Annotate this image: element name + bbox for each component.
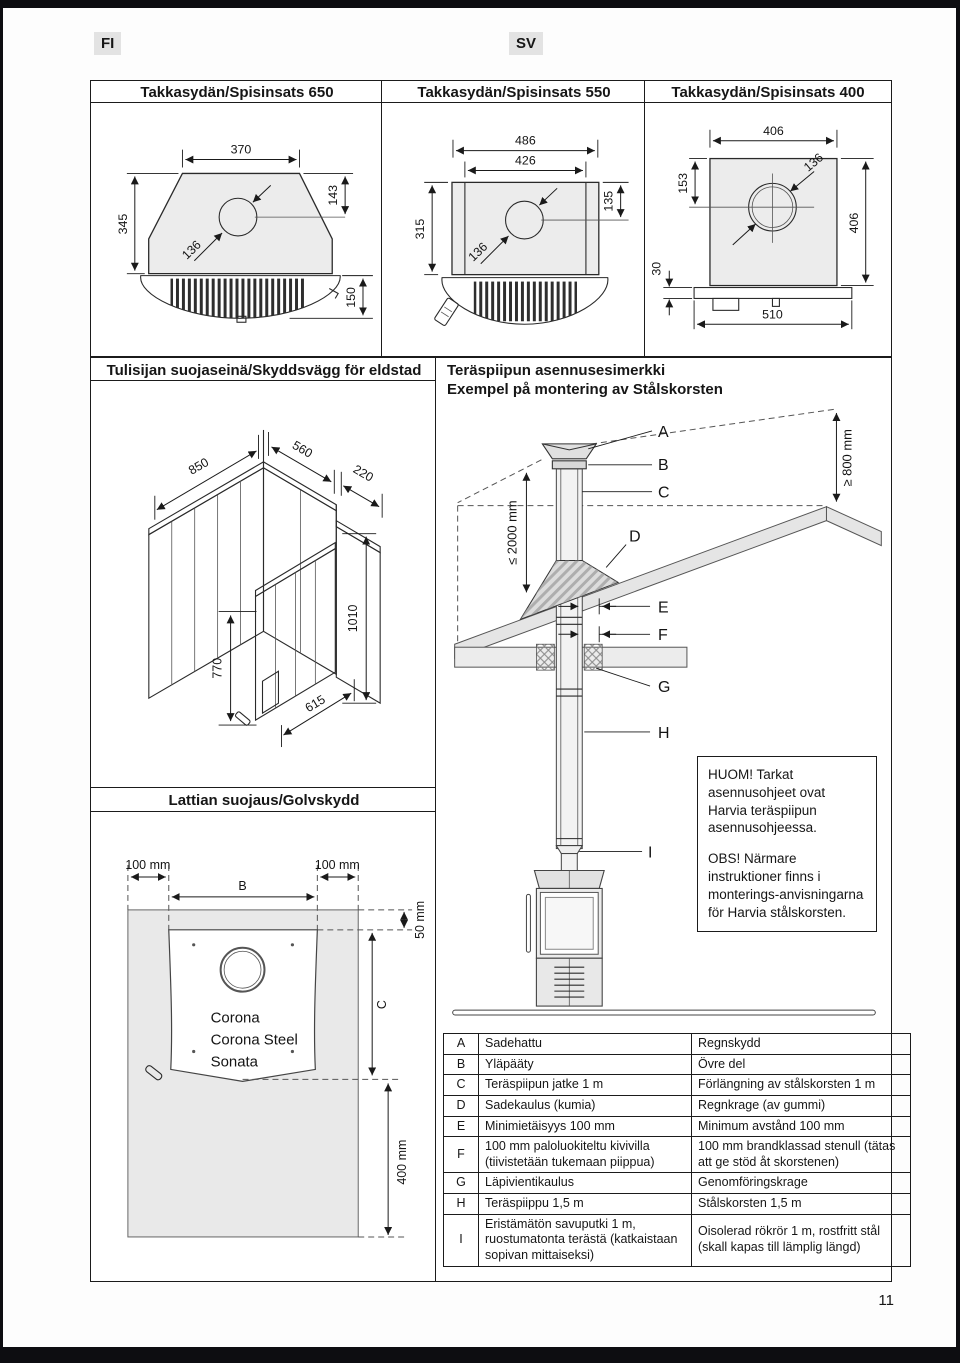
dim-650-front-height: 150 (344, 287, 359, 308)
label-c: C (658, 484, 670, 502)
right-black-edge (956, 0, 960, 1363)
part-fi: Läpivientikaulus (479, 1173, 692, 1194)
drawing-chimney-installation (436, 403, 889, 1031)
dim-550-outer-width: 486 (515, 133, 536, 148)
insert-400-base-plate (694, 288, 852, 299)
table-row (444, 1214, 911, 1266)
table-row (444, 1194, 911, 1215)
stove-model-1: Corona (210, 1009, 260, 1027)
insert-400-foot-box (713, 298, 739, 310)
label-e: E (658, 599, 669, 617)
part-key: B (444, 1054, 479, 1075)
part-sv: Minimum avstånd 100 mm (692, 1116, 911, 1137)
section-title-insert-400: Takkasydän/Spisinsats 400 (644, 80, 892, 105)
insert-400-knob (772, 298, 779, 306)
dim-400-top-width: 406 (763, 123, 784, 138)
dim-400-base-width: 510 (762, 307, 783, 322)
dim-400-right-height: 406 (846, 212, 861, 234)
parts-table (443, 1033, 911, 1267)
part-sv: 100 mm brandklassad stenull (tätas att ge stöd åt skorstenen) (692, 1137, 911, 1173)
part-sv: Regnskydd (692, 1034, 911, 1055)
table-row (444, 1034, 911, 1055)
label-h: H (658, 724, 670, 742)
insert-650-grille-slats (171, 279, 307, 321)
drawing-floor-protection (91, 813, 435, 1279)
section-title-insert-550: Takkasydän/Spisinsats 550 (381, 80, 647, 105)
top-piece (552, 461, 586, 469)
part-sv: Genomföringskrage (692, 1173, 911, 1194)
part-sv: Regnkrage (av gummi) (692, 1095, 911, 1116)
insert-550-grille-slats (474, 282, 577, 322)
dim-floor-depth-c: C (375, 1000, 390, 1010)
stove-model-3: Sonata (210, 1053, 258, 1071)
back-wall-rail (149, 462, 264, 535)
part-fi: Sadehattu (479, 1034, 692, 1055)
front-wall-vent (263, 671, 279, 713)
part-key: I (444, 1214, 479, 1266)
note-fi: HUOM! Tarkat asennusohjeet ovat Harvia teräspiipun asennusohjeessa. (708, 767, 826, 836)
dim-shield-height: 1010 (346, 604, 361, 633)
part-key: D (444, 1095, 479, 1116)
part-fi: Minimietäisyys 100 mm (479, 1116, 692, 1137)
front-wall-tab (235, 711, 251, 726)
flue-pipe (561, 854, 577, 871)
dim-shield-front-height: 770 (210, 657, 225, 679)
chimney-title-fi: Teräspiipun asennusesimerkki (447, 362, 666, 379)
part-fi: Eristämätön savuputki 1 m, ruostumatonta terästä (katkaistaan sopivan mittaiseksi) (479, 1214, 692, 1266)
part-sv: Förlängning av stålskorsten 1 m (692, 1075, 911, 1096)
section-title-shield-wall: Tulisijan suojaseinä/Skyddsvägg för eldstad (90, 357, 438, 383)
back-wall-face (149, 468, 264, 698)
table-row (444, 1137, 911, 1173)
return-wall-rail (336, 521, 380, 553)
left-black-edge (0, 0, 3, 1363)
page-number: 11 (878, 1292, 894, 1309)
part-fi: Teräspiipun jatke 1 m (479, 1075, 692, 1096)
chimney-pipe (556, 469, 582, 849)
side-wall-rail (263, 462, 336, 511)
table-row (444, 1075, 911, 1096)
dim-shield-return-width: 220 (350, 462, 376, 485)
stove-glass (545, 897, 593, 949)
dim-550-left-height: 315 (413, 218, 428, 240)
section-title-floor-protection: Lattian suojaus/Golvskydd (90, 787, 438, 814)
dim-400-flue-offset: 153 (676, 173, 691, 194)
chimney-title-sv: Exempel på montering av Stålskorsten (447, 381, 723, 398)
part-sv: Övre del (692, 1054, 911, 1075)
insert-650-body (149, 173, 333, 273)
dim-650-flue-diameter: 136 (179, 237, 204, 263)
floor-line (453, 1010, 876, 1015)
insert-550-handle (434, 298, 459, 327)
dim-shield-side-width: 560 (289, 438, 315, 461)
ceiling-insulation-right (584, 644, 602, 670)
dim-650-flue-offset: 143 (326, 184, 341, 206)
part-key: A (444, 1034, 479, 1055)
part-key: G (444, 1173, 479, 1194)
label-b: B (658, 456, 669, 474)
part-fi: Sadekaulus (kumia) (479, 1095, 692, 1116)
drawing-insert-650 (91, 104, 381, 354)
part-key: F (444, 1137, 479, 1173)
dim-550-flue-diameter: 136 (465, 239, 491, 265)
language-tag-sv: SV (509, 32, 543, 55)
dim-max-exposed: ≤ 2000 mm (504, 500, 520, 565)
dim-shield-back-width: 850 (186, 455, 212, 478)
dim-400-flue-diameter: 136 (801, 150, 826, 175)
pipe-adapter (556, 846, 582, 854)
stove-model-2: Corona Steel (210, 1031, 298, 1049)
bottom-black-bar (0, 1347, 960, 1363)
table-row (444, 1173, 911, 1194)
label-d: D (629, 528, 641, 546)
roof-right-slope (826, 507, 881, 546)
note-sv: OBS! Närmare instruktioner finns i monterings-anvisningarna för Harvia stålskorsten. (708, 851, 864, 920)
part-key: E (444, 1116, 479, 1137)
installation-note (697, 756, 877, 932)
drawing-insert-550 (382, 104, 644, 354)
dim-floor-margin-left: 100 mm (125, 858, 171, 873)
table-row (444, 1116, 911, 1137)
language-tag-fi: FI (94, 32, 121, 55)
dim-floor-margin-right: 100 mm (314, 858, 360, 873)
part-key: H (444, 1194, 479, 1215)
stove-door-handle (526, 894, 530, 952)
dim-floor-margin-back: 50 mm (413, 900, 428, 939)
drawing-insert-400 (645, 104, 889, 354)
drawing-shield-wall (91, 382, 435, 787)
dim-650-top-width: 370 (230, 142, 252, 157)
part-sv: Oisolerad rökrör 1 m, rostfritt stål (skall kapas till lämplig längd) (692, 1214, 911, 1266)
dim-floor-margin-front: 400 mm (395, 1139, 410, 1185)
dim-650-left-height: 345 (115, 213, 130, 235)
dim-400-base-height: 30 (649, 261, 664, 276)
part-fi: Yläpääty (479, 1054, 692, 1075)
dim-min-above-roof: ≥ 800 mm (839, 429, 855, 487)
label-a: A (658, 423, 669, 441)
top-black-bar (0, 0, 960, 8)
label-i: I (648, 844, 653, 862)
label-g: G (658, 679, 671, 697)
part-key: C (444, 1075, 479, 1096)
label-f: F (658, 627, 668, 645)
dim-floor-width-b: B (238, 878, 247, 893)
ceiling-insulation-left (536, 644, 554, 670)
dim-550-inner-width: 426 (515, 153, 536, 168)
dim-550-flue-offset: 135 (601, 190, 616, 212)
dim-shield-front-width: 615 (302, 692, 328, 716)
table-row (444, 1095, 911, 1116)
part-fi: 100 mm paloluokiteltu kivivilla (tiivistetään tukemaan piippua) (479, 1137, 692, 1173)
section-title-insert-650: Takkasydän/Spisinsats 650 (90, 80, 384, 105)
part-fi: Teräspiippu 1,5 m (479, 1194, 692, 1215)
part-sv: Stålskorsten 1,5 m (692, 1194, 911, 1215)
table-row (444, 1054, 911, 1075)
insert-400-body (710, 159, 837, 286)
